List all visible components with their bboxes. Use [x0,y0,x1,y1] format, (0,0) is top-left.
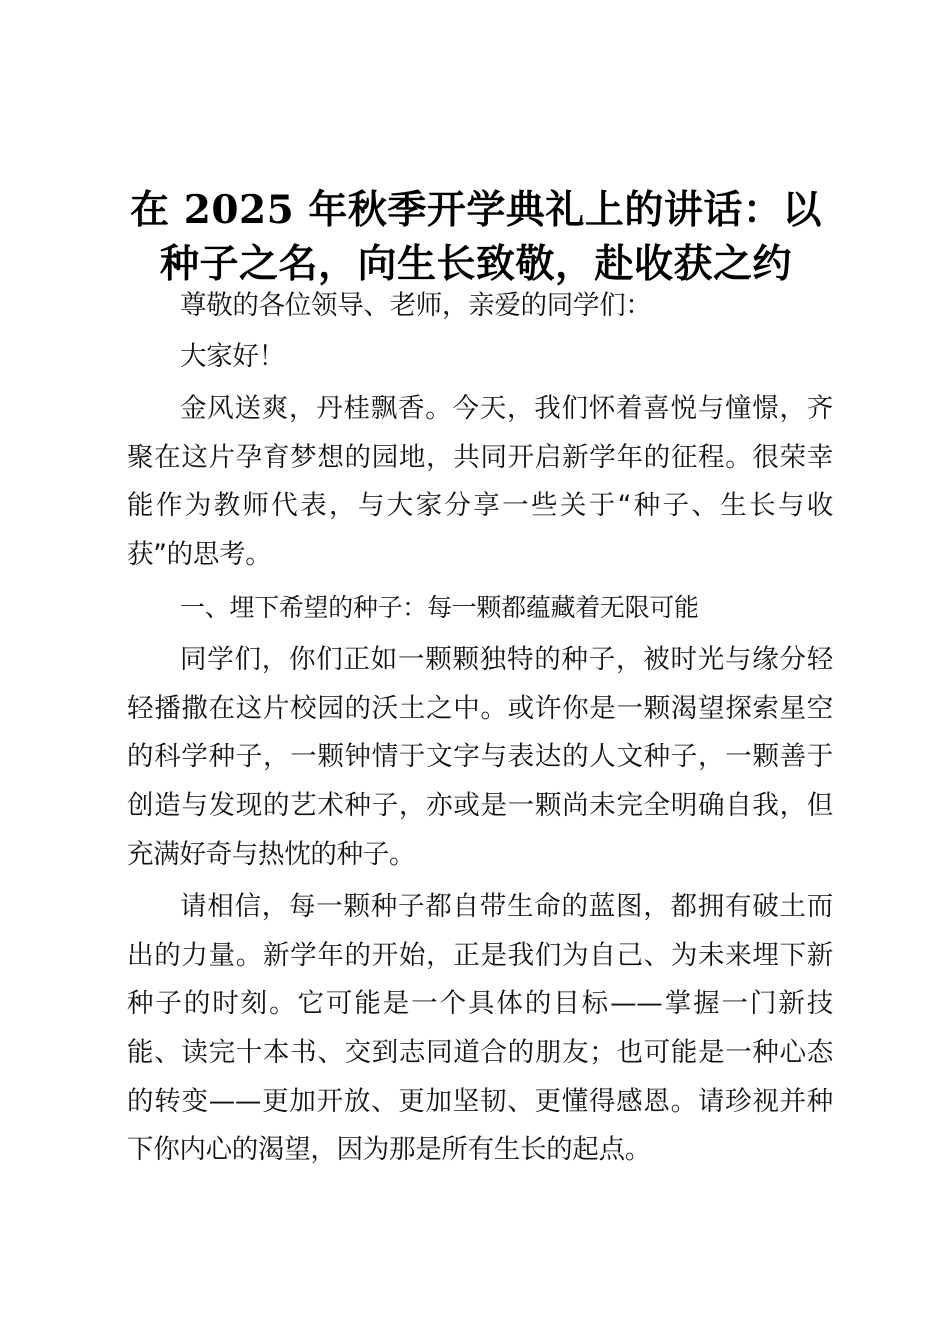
greeting: 大家好！ [180,340,285,372]
document-body [127,282,833,1179]
paragraph-section1-1: 同学们，你们正如一颗颗独特的种子，被时光与缘分轻轻播撒在这片校园的沃土之中。或许你是一颗渴望探索星空的科学种子，一颗钟情于文字与表达的人文种子，一颗善于创造与发现的艺术种子，亦或是一颗尚未完全明确自我，但充满好奇与热忱的种子。 [127,644,833,870]
paragraph-intro: 金风送爽，丹桂飘香。今天，我们怀着喜悦与憧憬，齐聚在这片孕育梦想的园地，共同开启新学年的征程。很荣幸能作为教师代表，与大家分享一些关于“种子、生长与收获”的思考。 [127,393,833,570]
title-line-2: 种子之名，向生长致敬，赴收获之约 [159,241,792,287]
title-line-1: 在 2025 年秋季开学典礼上的讲话：以 [130,187,822,233]
paragraph-section1-2: 请相信，每一颗种子都自带生命的蓝图，都拥有破土而出的力量。新学年的开始，正是我们为自己、为未来埋下新种子的时刻。它可能是一个具体的目标——掌握一门新技能、读完十本书、交到志同道合的朋友；也可能是一种心态的转变——更加开放、更加坚韧、更懂得感恩。请珍视并种下你内心的渴望，因为那是所有生长的起点。 [127,891,833,1166]
document-title [120,183,832,291]
salutation: 尊敬的各位领导、老师，亲爱的同学们： [180,290,652,321]
section-heading-1: 一、埋下希望的种子：每一颗都蕴藏着无限可能 [180,592,699,622]
